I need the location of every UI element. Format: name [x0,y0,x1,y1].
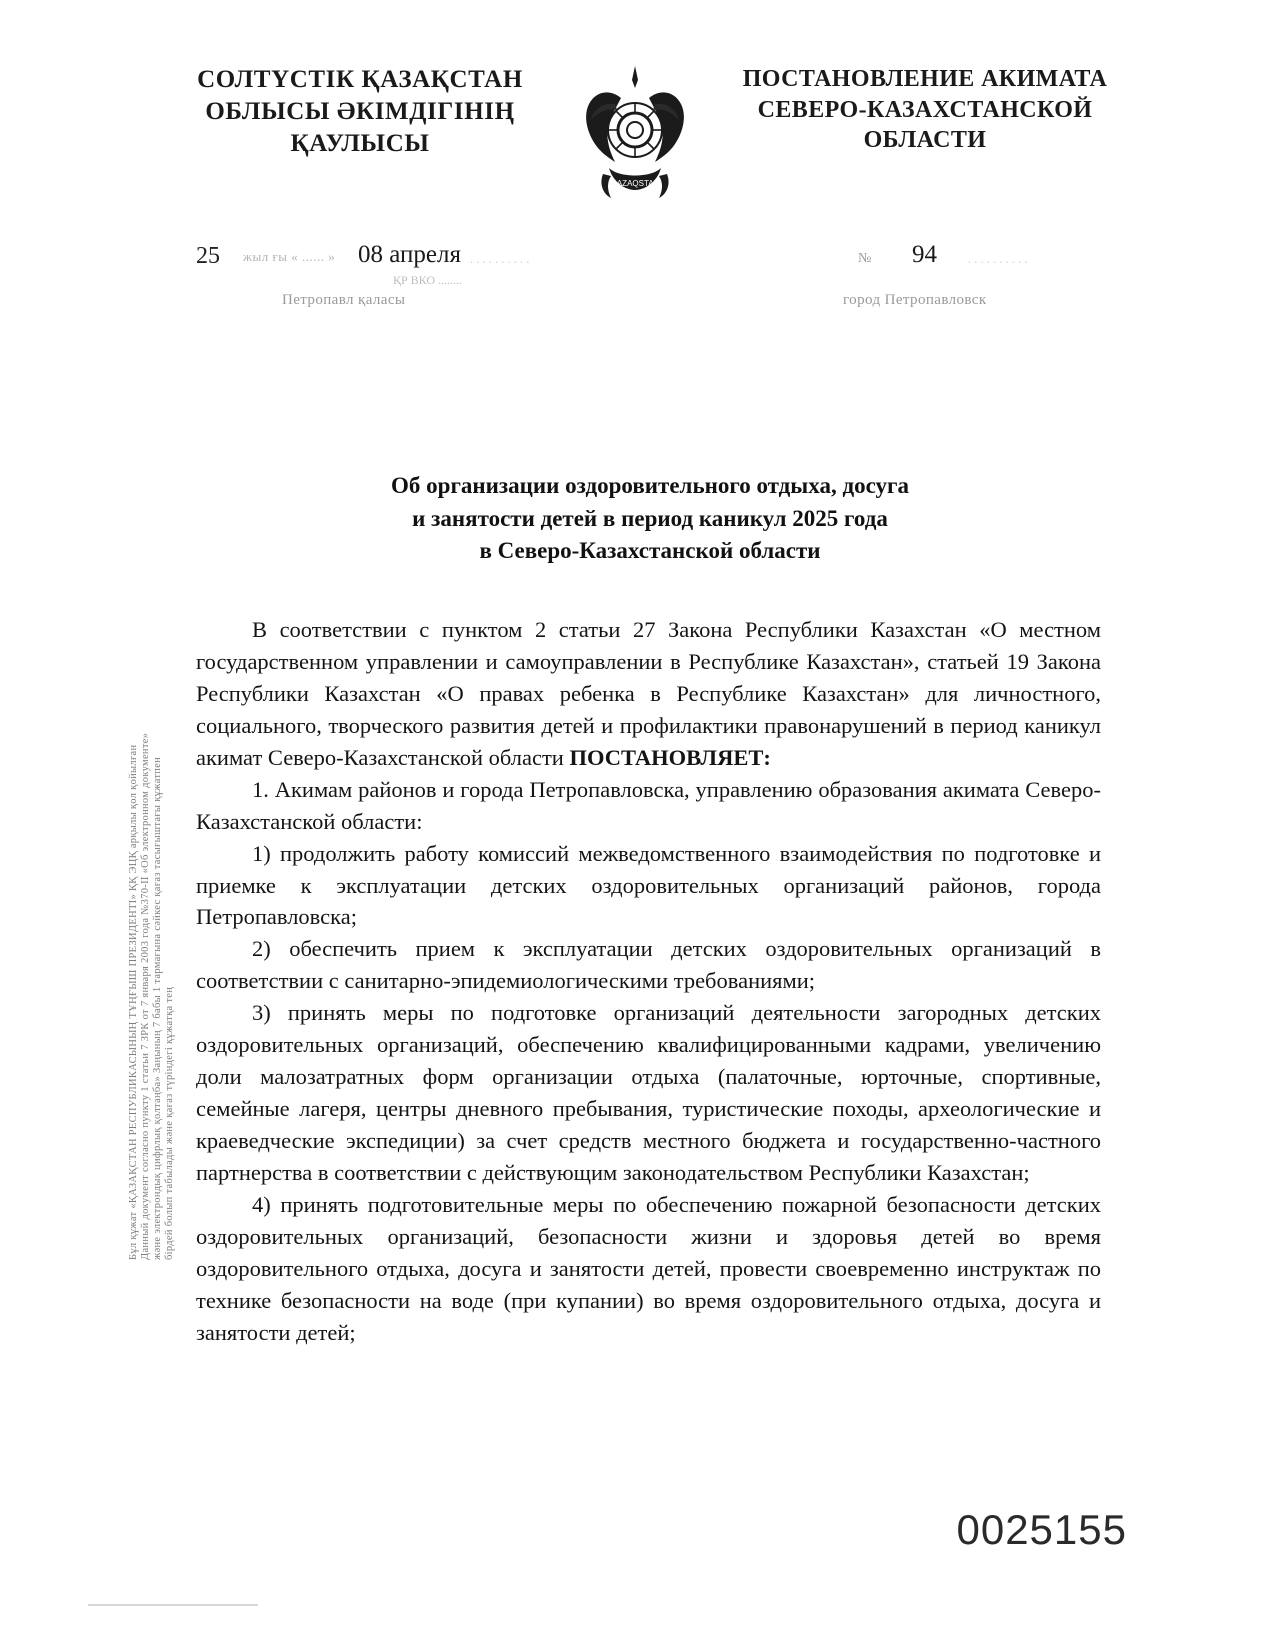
svg-text:QAZAQSTAN: QAZAQSTAN [610,179,660,188]
body-paragraph-item-1-2: 2) обеспечить прием к эксплуатации детских оздоровительных организаций в соответствии с санитарно-эпидемиологическими требованиями; [196,936,1101,994]
document-title [200,470,1100,568]
meta-document-number: 94 [912,241,937,268]
document-title-line-1: Об организации оздоровительного отдыха, досуга [391,473,909,498]
side-stamp-line-4: бірдей болып табылады және қағаз түріндегі құжатқа тең [164,986,175,1260]
document-title-line-2: и занятости детей в период каникул 2025 года [412,505,888,531]
postanovlyaet-keyword: ПОСТАНОВЛЯЕТ: [569,744,771,770]
body-paragraph-item-1: 1. Акимам районов и города Петропавловска, управлению образования акимата Северо-Казахстанской области: [196,776,1101,834]
document-body [196,614,1101,1349]
document-header [0,58,1275,198]
meta-faint-kazakh-label: жыл ғы « ...... » [243,249,336,264]
document-meta-row [0,243,1275,313]
body-paragraph-item-1-4: 4) принять подготовительные меры по обеспечению пожарной безопасности детских оздоровительных организаций, безопасности жизни и здоровья детей во время оздоровительного отдыха, досуга и занятости детей, провести своевременно инструктаж по технике безопасности на воде (при купании) во время оздоровительного отдыха, досуга и занятости детей; [196,1191,1101,1345]
meta-city-russian: город Петропавловск [843,292,987,308]
meta-city-kazakh: Петропавл қаласы [282,292,406,308]
meta-day: 25 [196,243,220,269]
body-paragraph-item-1-1: 1) продолжить работу комиссий межведомственного взаимодействия по подготовке и приемке к эксплуатации детских оздоровительных организаций районов, города Петропавловска; [196,840,1101,930]
meta-number-sign: № [858,251,872,266]
meta-faint-dots-right: .......... [968,251,1031,266]
footer-divider [88,1604,258,1606]
kazakhstan-coat-of-arms-icon [565,58,705,208]
side-stamp-line-1: Бұл құжат «ҚАЗАҚСТАН РЕСПУБЛИКАСЫНЫҢ ТҰҢҒЫШ ПРЕЗИДЕНТІ» ҚҚ ЭЦҚ арқылы қол қойылған [128,744,139,1260]
meta-faint-dots-left: .......... [470,251,533,266]
electronic-signature-side-stamp [118,470,174,1280]
preamble-text: В соответствии с пунктом 2 статьи 27 Закона Республики Казахстан «О местном государственном управлении и самоуправлении в Республике Казахстан», статьей 19 Закона Республики Казахстан «О правах ребенка в Республике Казахстан» для личностного, социального, творческого развития детей и профилактики правонарушений в период каникул акимат Северо-Казахстанской области [196,617,1101,770]
side-stamp-line-2: Данный документ согласно пункту 1 статьи 7 ЗРК от 7 января 2003 года №370-II «Об электронном документе» [140,732,151,1260]
body-paragraph-item-1-3: 3) принять меры по подготовке организаций деятельности загородных детских оздоровительных организаций, обеспечению квалифицированными кадрами, увеличению доли малозатратных форм организации отдыха (палаточные, юрточные, спортивные, семейные лагеря, центры дневного пребывания, туристические походы, археологические и краеведческие экспедиции) за счет средств местного бюджета и государственно-частного партнерства в соответствии с действующим законодательством Республики Казахстан; [196,1000,1101,1185]
page-stamp-number: 0025155 [956,1506,1127,1553]
meta-faint-sublabel: ҚР ВКО ........ [393,273,463,287]
side-stamp-line-3: және электрондық цифрлық қолтаңба» Заңының 7 бабы 1 тармағына сәйкес қағаз тасығыштағы құжатпен [152,756,163,1260]
document-title-line-3: в Северо-Казахстанской области [479,538,821,564]
header-title-russian: ПОСТАНОВЛЕНИЕ АКИМАТА СЕВЕРО-КАЗАХСТАНСКОЙ ОБЛАСТИ [742,66,1108,154]
body-paragraph-preamble [196,614,1101,774]
header-title-kazakh: СОЛТҮСТІК ҚАЗАҚСТАН ОБЛЫСЫ ӘКІМДІГІНІҢ ҚАУЛЫСЫ [197,66,523,157]
meta-month-year: 08 апреля [358,241,461,268]
